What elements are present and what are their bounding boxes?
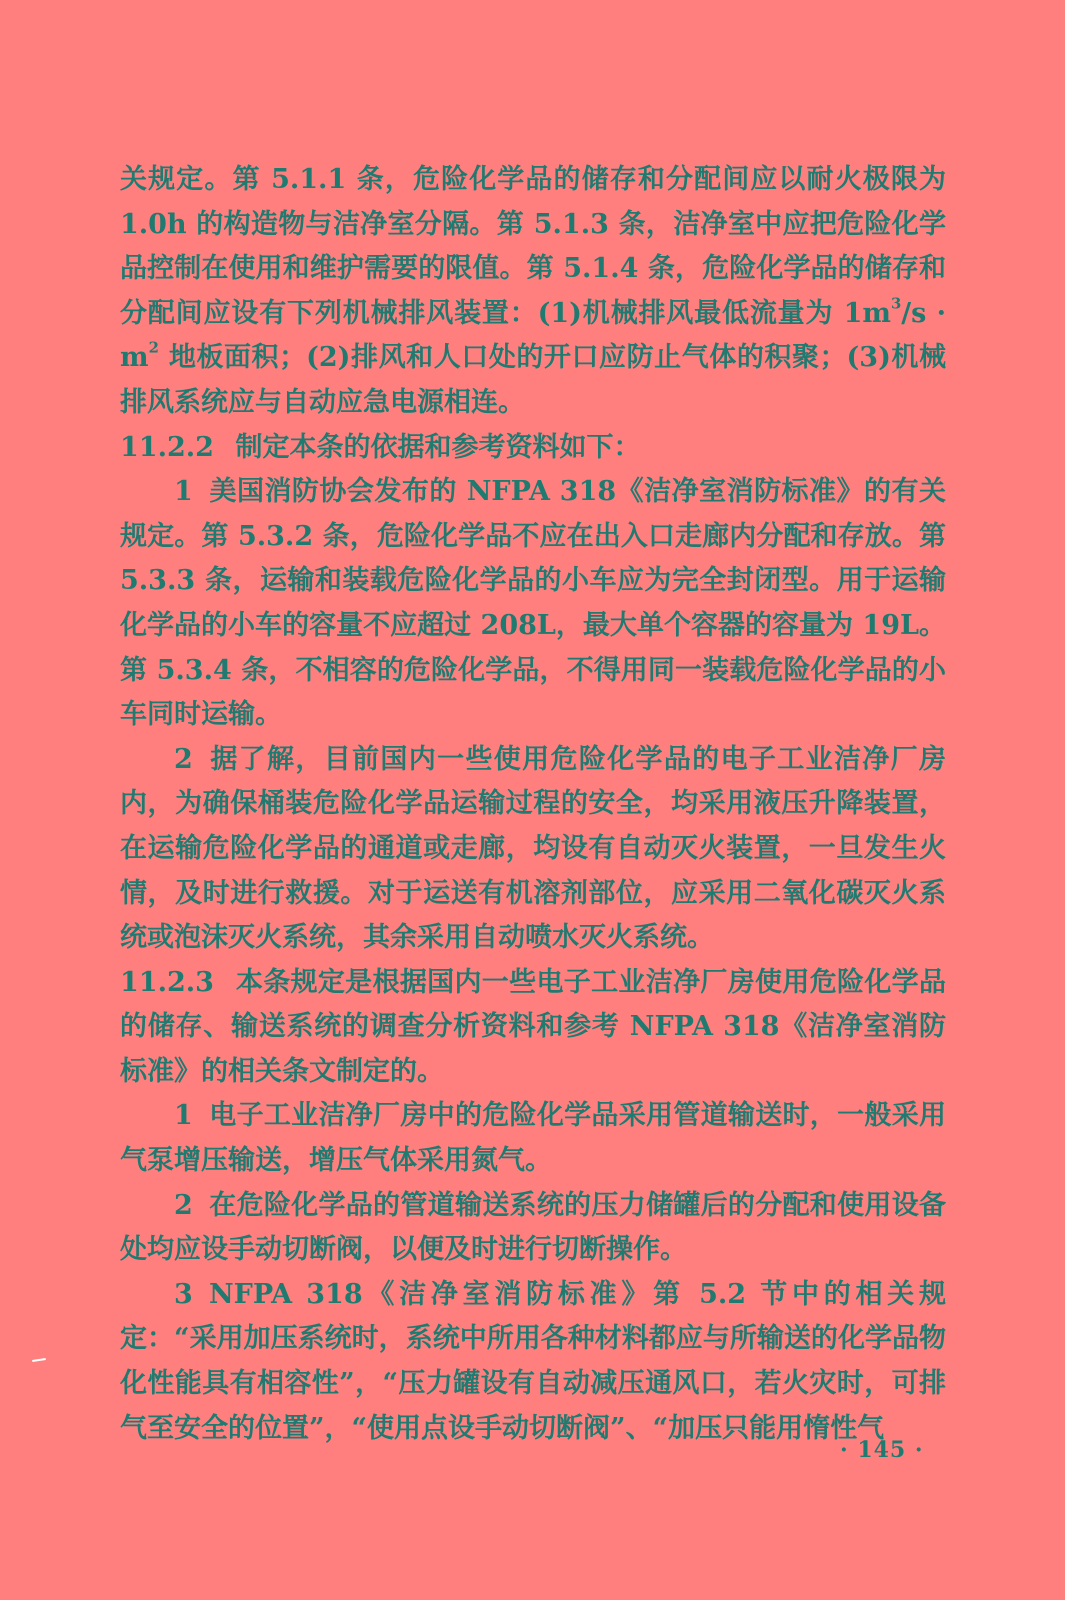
continued-paragraph (120, 158, 946, 426)
clause-11-2-2 (120, 426, 946, 471)
superscript: 2 (148, 339, 159, 358)
clause-number: 11.2.3 (120, 966, 214, 998)
item-text: 在危险化学品的管道输送系统的压力储罐后的分配和使用设备处均应设手动切断阀，以便及时进行切断操作。 (120, 1189, 946, 1266)
clause-item (120, 1273, 946, 1451)
clause-item (120, 738, 946, 961)
scan-mark (32, 1358, 46, 1362)
clause-item (120, 1184, 946, 1273)
item-number: 1 (174, 1100, 193, 1132)
clause-number: 11.2.2 (120, 431, 214, 463)
item-text: 据了解，目前国内一些使用危险化学品的电子工业洁净厂房内，为确保桶装危险化学品运输过程的安全，均采用液压升降装置，在运输危险化学品的通道或走廊，均设有自动灭火装置，一旦发生火情，及时进行救援。对于运送有机溶剂部位，应采用二氧化碳灭火系统或泡沫灭火系统，其余采用自动喷水灭火系统。 (120, 743, 946, 954)
item-text: 电子工业洁净厂房中的危险化学品采用管道输送时，一般采用气泵增压输送，增压气体采用氮气。 (120, 1100, 946, 1177)
clause-item (120, 1094, 946, 1183)
paragraph-text: 关规定。第 5.1.1 条，危险化学品的储存和分配间应以耐火极限为 1.0h 的构造物与洁净室分隔。第 5.1.3 条，洁净室中应把危险化学品控制在使用和维护需要的限值。第 5.1.4 条，危险化学品的储存和分配间应设有下列机械排风装置：(1)机械排风最低流量为 1m (120, 164, 946, 329)
item-number: 2 (174, 1189, 193, 1221)
item-text: 美国消防协会发布的 NFPA 318《洁净室消防标准》的有关规定。第 5.3.2 条，危险化学品不应在出入口走廊内分配和存放。第 5.3.3 条，运输和装载危险化学品的小车应为完全封闭型。用于运输化学品的小车的容量不应超过 208L，最大单个容器的容量为 19L。第 5.3.4 条，不相容的危险化学品，不得用同一装载危险化学品的小车同时运输。 (120, 476, 946, 731)
clause-text: 制定本条的依据和参考资料如下： (235, 431, 641, 463)
paragraph-text: /s · m (120, 297, 946, 374)
item-text: NFPA 318《洁净室消防标准》第 5.2 节中的相关规定：“采用加压系统时，系统中所用各种材料都应与所输送的化学品物化性能具有相容性”，“压力罐设有自动减压通风口，若火灾时，可排气至安全的位置”，“使用点设手动切断阀”、“加压只能用惰性气 (120, 1278, 946, 1444)
body-text (120, 158, 946, 1451)
paragraph-text: 地板面积；(2)排风和人口处的开口应防止气体的积聚；(3)机械排风系统应与自动应急电源相连。 (120, 342, 946, 418)
page-number: · 145 · (840, 1437, 924, 1463)
clause-text: 本条规定是根据国内一些电子工业洁净厂房使用危险化学品的储存、输送系统的调查分析资料和参考 NFPA 318《洁净室消防标准》的相关条文制定的。 (120, 966, 946, 1087)
item-number: 3 (174, 1278, 193, 1310)
item-number: 1 (174, 476, 193, 508)
item-number: 2 (174, 743, 193, 775)
superscript: 3 (890, 294, 902, 313)
clause-11-2-3 (120, 961, 946, 1095)
clause-item (120, 470, 946, 738)
